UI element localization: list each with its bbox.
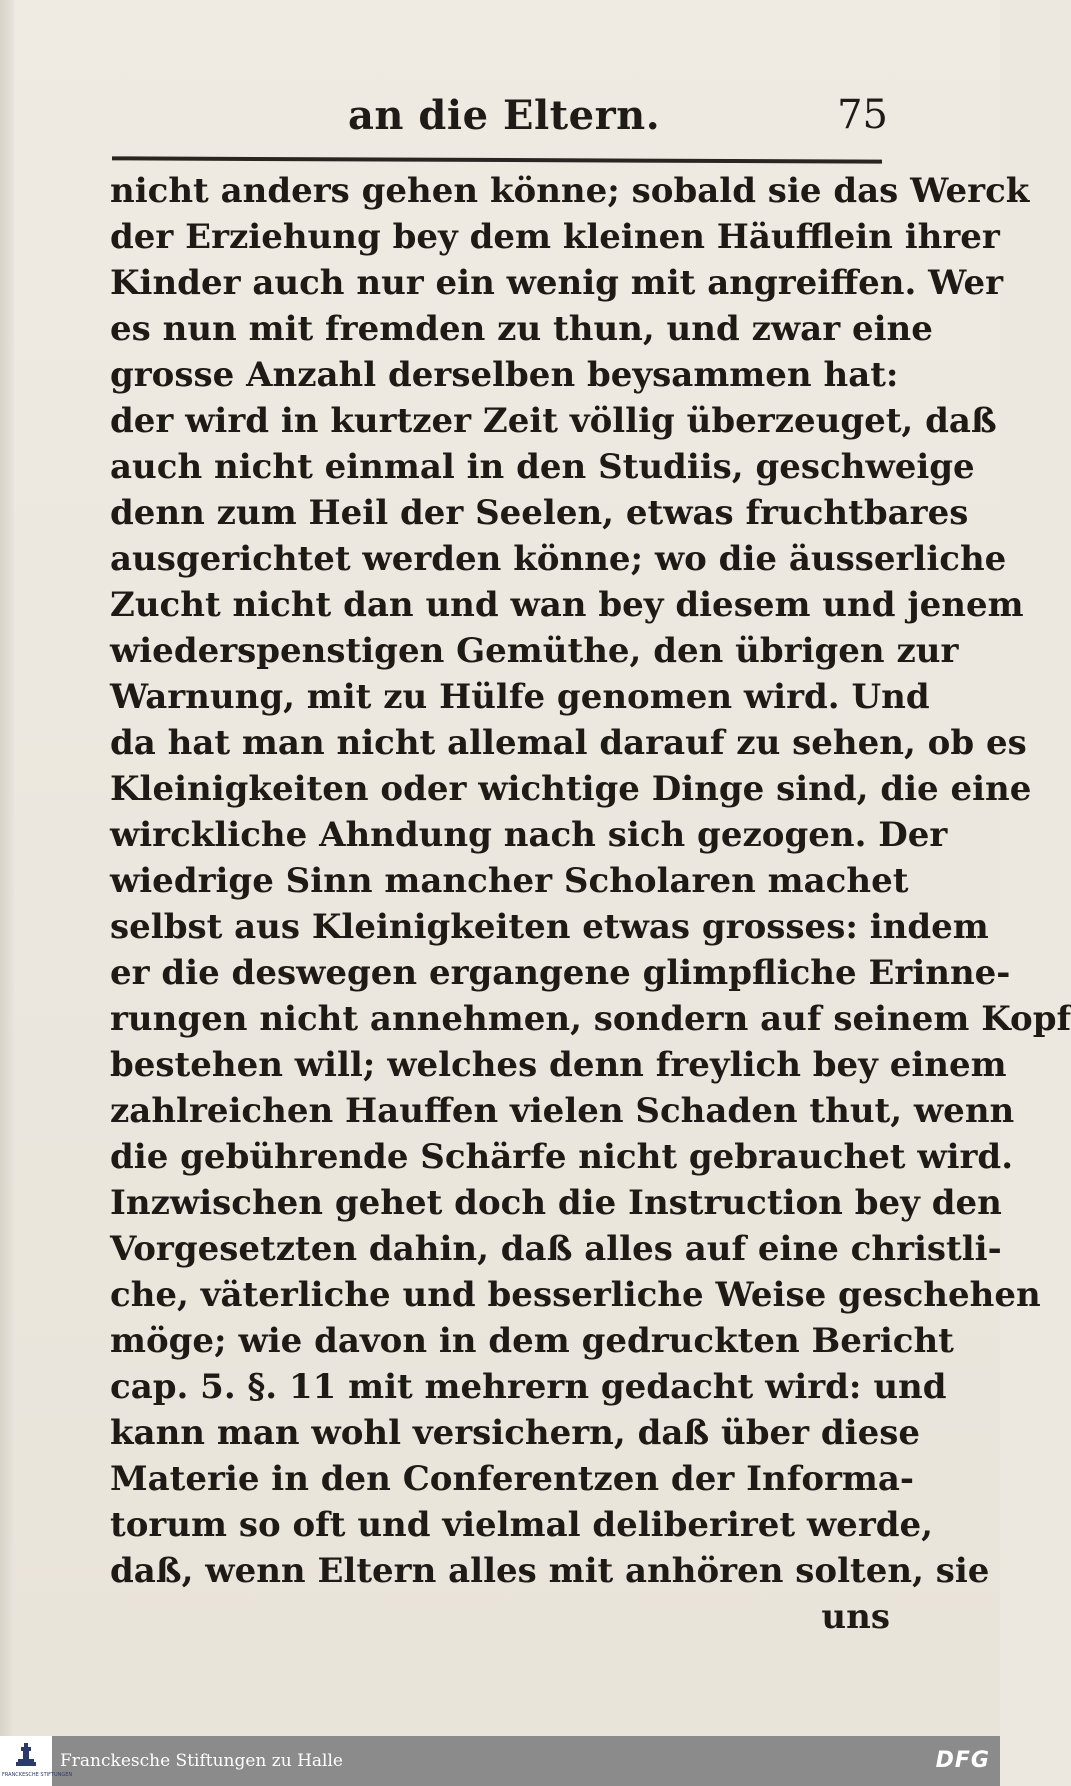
text-line: Materie in den Conferentzen der Informa-	[110, 1459, 915, 1499]
text-line: auch nicht einmal in den Studiis, geschweige	[110, 447, 975, 487]
text-line: es nun mit fremden zu thun, und zwar eine	[110, 309, 933, 349]
text-line: zahlreichen Hauffen vielen Schaden thut, wenn	[110, 1091, 1015, 1131]
text-line: torum so oft und vielmal deliberiret werde,	[110, 1505, 933, 1545]
text-line: die gebührende Schärfe nicht gebrauchet wird.	[110, 1137, 1014, 1177]
text-line: kann man wohl versichern, daß über diese	[110, 1413, 921, 1453]
franckesche-stiftungen-logo[interactable]	[0, 1736, 73, 1786]
text-line: möge; wie davon in dem gedruckten Bericht	[110, 1321, 954, 1361]
text-line: che, väterliche und besserliche Weise geschehen	[110, 1275, 1041, 1315]
text-line: er die deswegen ergangene glimpfliche Erinne-	[110, 953, 1011, 993]
text-line: nicht anders gehen könne; sobald sie das Werck	[110, 171, 1030, 211]
header-rule	[112, 156, 882, 163]
text-line: der Erziehung bey dem kleinen Häufflein ihrer	[110, 217, 1000, 257]
institution-name[interactable]: Franckesche Stiftungen zu Halle	[60, 1751, 343, 1771]
text-line: rungen nicht annehmen, sondern auf seinem Kopf	[110, 999, 1071, 1039]
text-line: Kinder auch nur ein wenig mit angreiffen. Wer	[110, 263, 1004, 303]
text-line: denn zum Heil der Seelen, etwas fruchtbares	[110, 493, 969, 533]
page-gutter-shadow	[0, 0, 14, 1736]
running-head	[112, 92, 888, 152]
page-number: 75	[837, 92, 888, 138]
logo-caption: FRANCKESCHE STIFTUNGEN	[2, 1772, 73, 1778]
viewer-footer-bar	[0, 1736, 1000, 1786]
text-line: Warnung, mit zu Hülfe genomen wird. Und	[110, 677, 930, 717]
text-line: Inzwischen gehet doch die Instruction bey den	[110, 1183, 1002, 1223]
text-line: bestehen will; welches denn freylich bey einem	[110, 1045, 1007, 1085]
text-line: Vorgesetzten dahin, daß alles auf eine christli-	[110, 1229, 1002, 1269]
text-line: cap. 5. §. 11 mit mehrern gedacht wird: und	[110, 1367, 947, 1407]
text-line: grosse Anzahl derselben beysammen hat:	[110, 355, 899, 395]
text-line: selbst aus Kleinigkeiten etwas grosses: indem	[110, 907, 989, 947]
institution-emblem-icon	[14, 1742, 38, 1768]
dfg-logo[interactable]: DFG	[935, 1748, 990, 1773]
body-text	[110, 168, 1071, 1640]
text-line: Zucht nicht dan und wan bey diesem und jenem	[110, 585, 1024, 625]
text-line: Kleinigkeiten oder wichtige Dinge sind, die eine	[110, 769, 1032, 809]
catchword: uns	[821, 1597, 890, 1637]
text-line: ausgerichtet werden könne; wo die äusserliche	[110, 539, 1007, 579]
text-line: wiedrige Sinn mancher Scholaren machet	[110, 861, 909, 901]
text-line: der wird in kurtzer Zeit völlig überzeuget, daß	[110, 401, 997, 441]
text-line: wiederspenstigen Gemüthe, den übrigen zur	[110, 631, 959, 671]
text-line: wirckliche Ahndung nach sich gezogen. Der	[110, 815, 948, 855]
text-line: da hat man nicht allemal darauf zu sehen, ob es	[110, 723, 1027, 763]
text-line: daß, wenn Eltern alles mit anhören solten, sie	[110, 1551, 990, 1591]
running-title: an die Eltern.	[348, 92, 661, 139]
